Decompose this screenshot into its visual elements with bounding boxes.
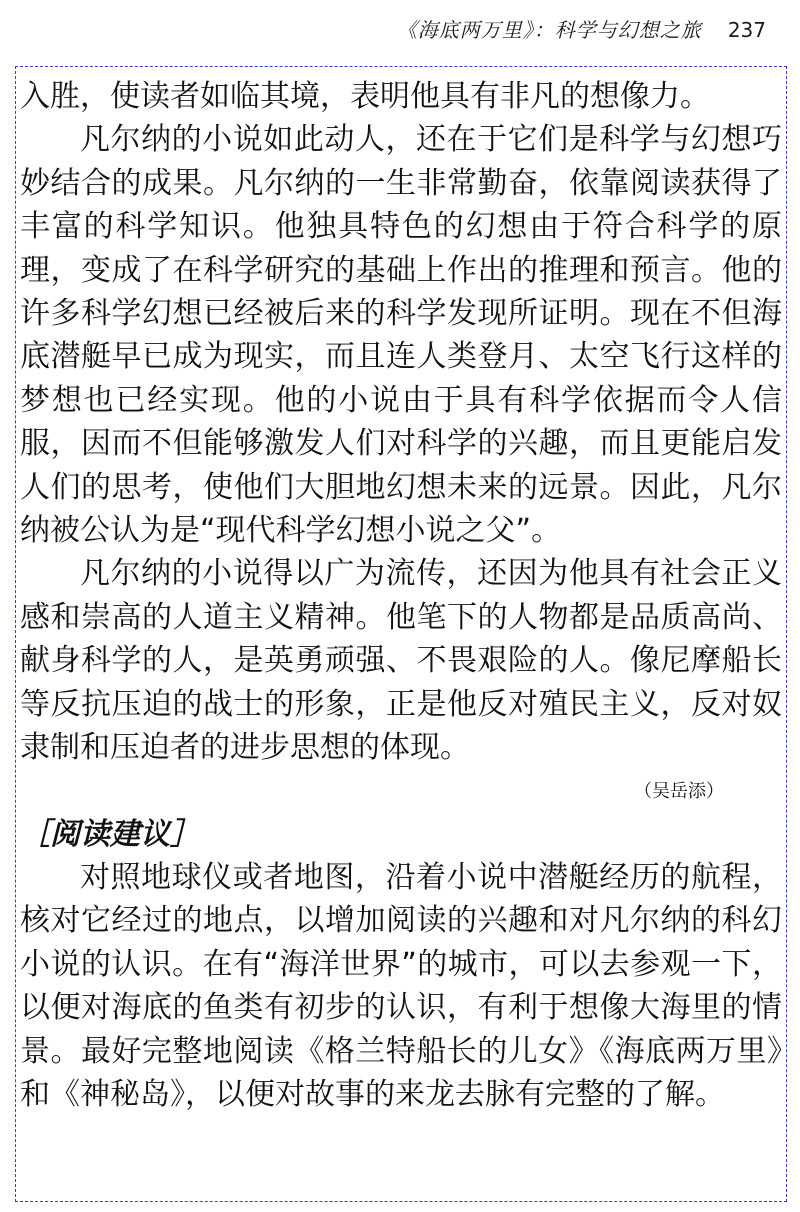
body-paragraph-continued: 入胜，使读者如临其境，表明他具有非凡的想像力。 [20,79,710,114]
page-number: 237 [727,18,766,42]
text-frame [15,66,787,1202]
running-header-title: 《海底两万里》：科学与幻想之旅 [396,18,702,42]
body-paragraph-humanism: 凡尔纳的小说得以广为流传，还因为他具有社会正义感和崇高的人道主义精神。他笔下的人物都是品质高尚、献身科学的人，是英勇顽强、不畏艰险的人。像尼摩船长等反抗压迫的战士的形象，正是他反对殖民主义，反对奴隶制和压迫者的进步思想的体现。 [20,556,782,766]
running-header [397,14,766,43]
author-attribution: （吴岳添） [634,780,724,802]
reading-suggestion-heading: ［阅读建议］ [20,816,200,852]
body-paragraph-science-fantasy: 凡尔纳的小说如此动人，还在于它们是科学与幻想巧妙结合的成果。凡尔纳的一生非常勤奋，依靠阅读获得了丰富的科学知识。他独具特色的幻想由于符合科学的原理，变成了在科学研究的基础上作出的推理和预言。他的许多科学幻想已经被后来的科学发现所证明。现在不但海底潜艇早已成为现实，而且连人类登月、太空飞行这样的梦想也已经实现。他的小说由于具有科学依据而令人信服，因而不但能够激发人们对科学的兴趣，而且更能启发人们的思考，使他们大胆地幻想未来的远景。因此，凡尔纳被公认为是“现代科学幻想小说之父”。 [20,122,782,549]
reading-suggestion-paragraph: 对照地球仪或者地图，沿着小说中潜艇经历的航程，核对它经过的地点，以增加阅读的兴趣和对凡尔纳的科幻小说的认识。在有“海洋世界”的城市，可以去参观一下，以便对海底的鱼类有初步的认识，有利于想像大海里的情景。最好完整地阅读《格兰特船长的儿女》《海底两万里》和《神秘岛》，以便对故事的来龙去脉有完整的了解。 [20,859,782,1112]
